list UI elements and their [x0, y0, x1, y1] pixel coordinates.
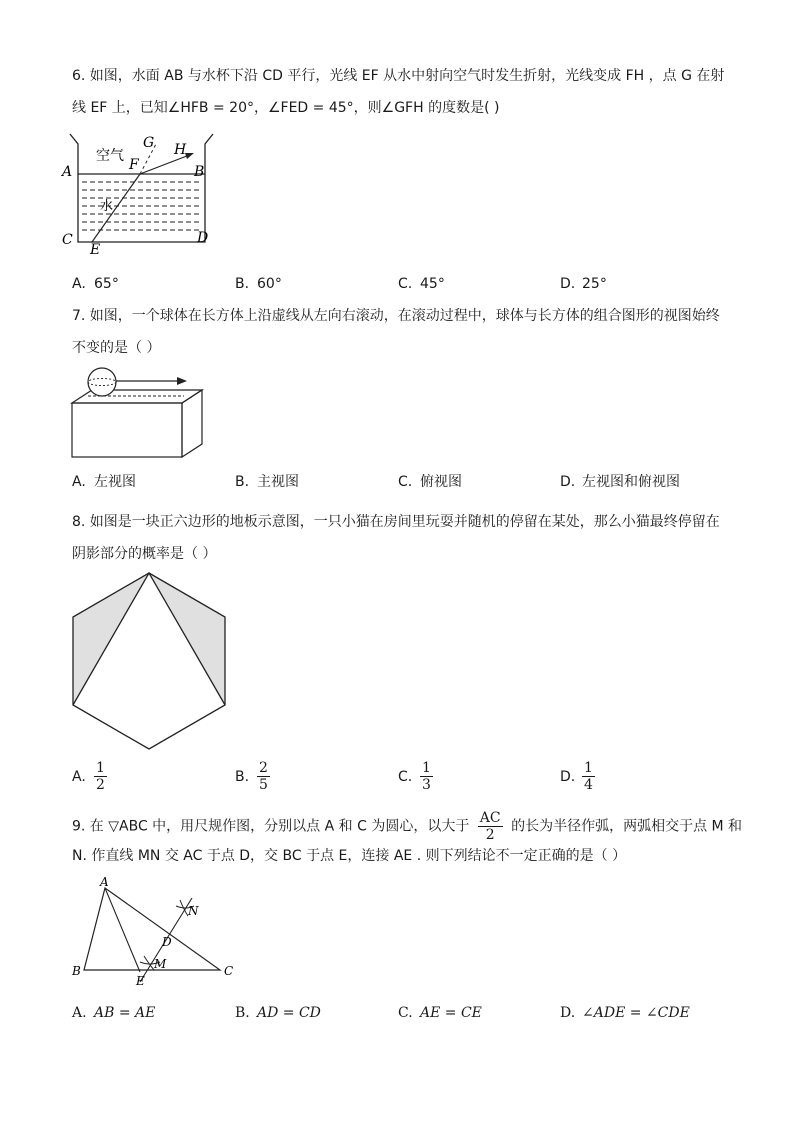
q6-label-D: D [197, 230, 209, 246]
q9-option-b[interactable]: B. AD = CD [235, 1005, 321, 1021]
q6-label-H: H [174, 142, 187, 158]
q6-figure [62, 132, 220, 258]
q6-label-E: E [90, 242, 101, 258]
q6-option-b[interactable]: B. 60° [235, 276, 282, 292]
q8-line1: 8. 如图是一块正六边形的地板示意图，一只小猫在房间里玩耍并随机的停留在某处，那么小猫最终停留在 [72, 514, 720, 530]
q6-label-A: A [62, 164, 73, 180]
q7-line2: 不变的是（ ） [72, 340, 161, 356]
q9-option-a[interactable]: A. AB = AE [72, 1005, 156, 1021]
q8-option-b[interactable]: B. $\frac{2}{5}$ [235, 760, 268, 793]
q6-label-F: F [129, 157, 139, 173]
q8-option-d[interactable]: D. $\frac{1}{4}$ [560, 760, 593, 793]
q8-line2: 阴影部分的概率是（ ） [72, 546, 217, 562]
q6-air-label: 空气 [96, 148, 124, 164]
q9-line2: N. 作直线 MN 交 AC 于点 D，交 BC 于点 E，连接 AE . 则下列结论不一定正确的是（ ） [72, 848, 627, 864]
q7-line1: 7. 如图，一个球体在长方体上沿虚线从左向右滚动，在滚动过程中，球体与长方体的组合图形的视图始终 [72, 308, 720, 324]
q6-option-a[interactable]: A. 65° [72, 276, 119, 292]
q7-figure [72, 368, 212, 463]
q9-label-N: N [188, 904, 199, 918]
q7-option-d[interactable]: D. 左视图和俯视图 [560, 474, 680, 490]
q7-option-c[interactable]: C. 俯视图 [398, 474, 462, 490]
q6-water-label: 水 [100, 199, 114, 214]
q9-option-d[interactable]: D. ∠ADE = ∠CDE [560, 1005, 690, 1021]
q9-label-B: B [72, 964, 81, 978]
q9-label-C: C [224, 964, 234, 978]
q8-option-c[interactable]: C. $\frac{1}{3}$ [398, 760, 431, 793]
q7-option-a[interactable]: A. 左视图 [72, 474, 136, 490]
q6-option-d[interactable]: D. 25° [560, 276, 607, 292]
q9-figure [70, 875, 250, 990]
q6-label-G: G [143, 135, 155, 151]
q8-option-a[interactable]: A. $\frac{1}{2}$ [72, 760, 105, 793]
q8-figure [71, 573, 231, 753]
q6-label-B: B [194, 164, 205, 180]
q9-label-E: E [136, 974, 145, 988]
q9-option-c[interactable]: C. AE = CE [398, 1005, 482, 1021]
q6-label-C: C [62, 232, 73, 248]
q9-label-A: A [100, 875, 109, 889]
q9-line1: 9. 在 ▽ABC 中，用尺规作图，分别以点 A 和 C 为圆心，以大于 $\frac{AC}{2}$ 的长为半径作弧，两弧相交于点 M 和 [72, 810, 743, 843]
q7-option-b[interactable]: B. 主视图 [235, 474, 299, 490]
q9-label-M: M [154, 957, 167, 971]
q6-line2: 线 EF 上，已知∠HFB = 20°，∠FED = 45°，则∠GFH 的度数是( ) [72, 100, 500, 116]
q6-line1: 6. 如图，水面 AB 与水杯下沿 CD 平行，光线 EF 从水中射向空气时发生折射，光线变成 FH ，点 G 在射 [72, 68, 725, 84]
q9-label-D: D [162, 935, 172, 949]
q6-option-c[interactable]: C. 45° [398, 276, 445, 292]
